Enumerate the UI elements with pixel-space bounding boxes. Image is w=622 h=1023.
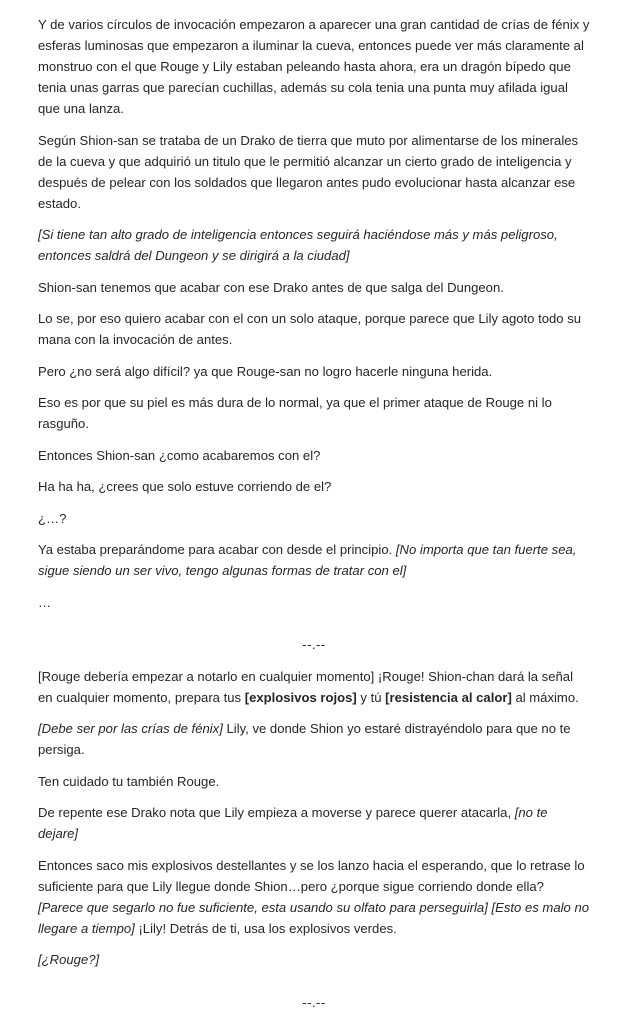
paragraph	[38, 361, 590, 382]
text-segment: Ha ha ha, ¿crees que solo estuve corriendo de el?	[38, 479, 332, 494]
text-segment: De repente ese Drako nota que Lily empieza a moverse y parece querer atacarla,	[38, 805, 515, 820]
scene-separator	[38, 992, 590, 1013]
text-segment: Según Shion-san se trataba de un Drako de tierra que muto por alimentarse de los minerales de la cueva y que adquirió un titulo que le permitió alcanzar un cierto grado de inteligencia y después de pelear con los soldados que llegaron antes pudo evolucionar hasta alcanzar ese estado.	[38, 132, 579, 211]
paragraph	[38, 277, 590, 298]
paragraph	[38, 392, 590, 434]
paragraph	[38, 445, 590, 466]
document-body	[38, 14, 590, 1023]
italic-text: [Si tiene tan alto grado de inteligencia entonces seguirá haciéndose más y más peligroso, entonces saldrá del Dungeon y se dirigirá a la ciudad]	[38, 227, 558, 263]
text-segment: --.--	[302, 637, 326, 652]
italic-text: [no te dejare]	[38, 805, 548, 841]
text-segment: …	[38, 594, 52, 610]
paragraph	[38, 476, 590, 497]
text-segment: [Rouge debería empezar a notarlo en cualquier momento] ¡Rouge! Shion-chan dará la señal en cualquier momento, prepara tus	[38, 668, 573, 705]
italic-text: [Parece que segarlo no fue suficiente, esta usando su olfato para perseguirla] [Esto es malo no llegare a tiempo]	[38, 899, 590, 936]
text-segment: Entonces saco mis explosivos destellantes y se los lanzo hacia el esperando, que lo retrase lo suficiente para que Lily llegue donde Shion…pero ¿porque sigue corriendo donde ella?	[38, 857, 585, 894]
text-segment: ¡Lily! Detrás de ti, usa los explosivos verdes.	[134, 920, 397, 936]
text-segment: Lo se, por eso quiero acabar con el con un solo ataque, porque parece que Lily agoto todo su mana con la invocación de antes.	[38, 311, 582, 347]
text-segment: Ten cuidado tu también Rouge.	[38, 773, 220, 789]
paragraph	[38, 130, 590, 214]
text-segment: --.--	[302, 994, 326, 1010]
paragraph	[38, 14, 590, 119]
text-segment: y tú	[356, 689, 386, 705]
italic-text: [No importa que tan fuerte sea, sigue siendo un ser vivo, tengo algunas formas de tratar con el]	[38, 542, 577, 578]
text-segment: al máximo.	[511, 689, 579, 705]
paragraph	[38, 539, 590, 581]
paragraph	[38, 718, 590, 760]
paragraph	[38, 802, 590, 844]
text-segment: Entonces Shion-san ¿como acabaremos con el?	[38, 447, 321, 463]
italic-text: [Debe ser por las crías de fénix]	[38, 721, 223, 736]
paragraph	[38, 666, 590, 708]
text-segment: ¿…?	[38, 510, 67, 526]
paragraph	[38, 949, 590, 970]
text-segment: Ya estaba preparándome para acabar con desde el principio.	[38, 542, 396, 557]
text-segment: Shion-san tenemos que acabar con ese Drako antes de que salga del Dungeon.	[38, 279, 504, 295]
text-segment: Y de varios círculos de invocación empezaron a aparecer una gran cantidad de crías de fénix y esferas luminosas que empezaron a iluminar la cueva, entonces puede ver más claramente al monstruo con el que Rouge y Lily estaban peleando hasta ahora, era un dragón bípedo que tenia unas garras que parecían cuchillas, además su cola tenia una punta muy afilada igual que una lanza.	[38, 17, 590, 116]
paragraph	[38, 508, 590, 529]
section-gap	[38, 981, 590, 992]
bold-text: [resistencia al calor]	[385, 689, 512, 705]
paragraph	[38, 224, 590, 266]
italic-text: [¿Rouge?]	[38, 952, 100, 967]
paragraph	[38, 592, 590, 613]
text-segment: Pero ¿no será algo difícil? ya que Rouge-san no logro hacerle ninguna herida.	[38, 363, 493, 379]
bold-text: [explosivos rojos]	[244, 689, 357, 705]
scene-separator	[38, 634, 590, 655]
section-gap	[38, 623, 590, 634]
text-segment: Lily, ve donde Shion yo estaré distrayéndolo para que no te persiga.	[38, 721, 571, 757]
paragraph	[38, 308, 590, 350]
paragraph	[38, 771, 590, 792]
text-segment: Eso es por que su piel es más dura de lo normal, ya que el primer ataque de Rouge ni lo rasguño.	[38, 395, 552, 431]
